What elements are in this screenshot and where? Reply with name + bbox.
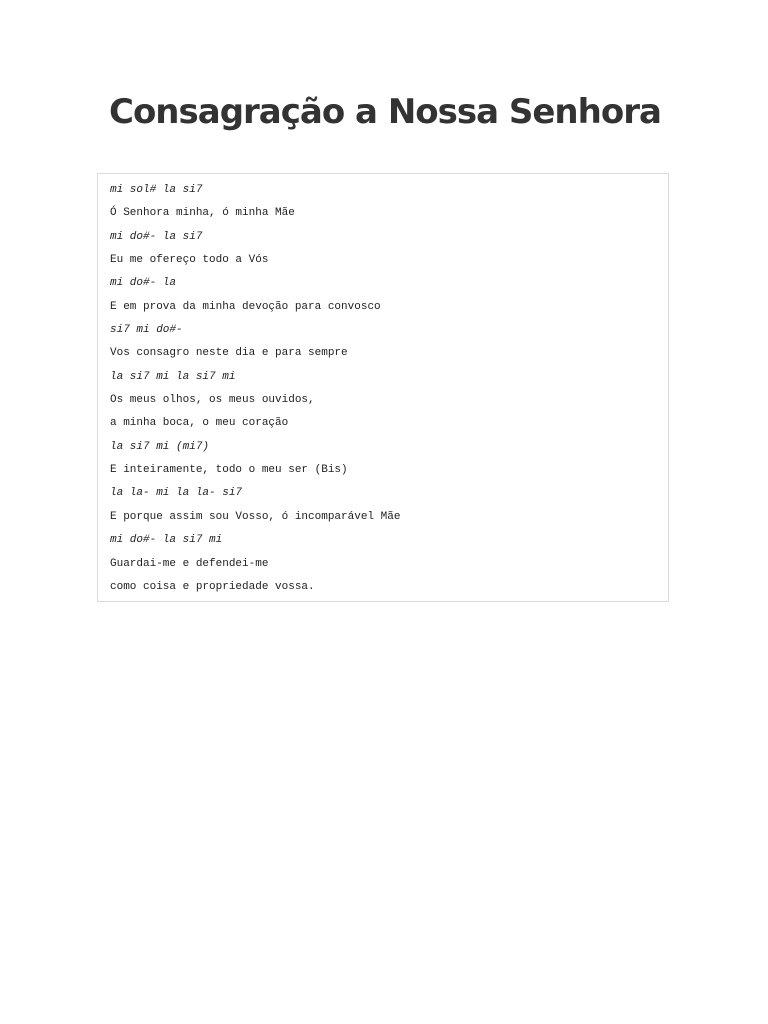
song-text-box — [97, 173, 669, 602]
lyric-line: Vos consagro neste dia e para sempre — [110, 347, 348, 360]
lyric-line: Guardai-me e defendei-me — [110, 557, 269, 570]
chord-line: la la- mi la la- si7 — [110, 487, 243, 500]
chord-line: mi do#- la si7 — [110, 230, 203, 243]
chord-line: si7 mi do#- — [110, 324, 183, 337]
chord-line: mi do#- la — [110, 277, 177, 290]
lyric-line: Ó Senhora minha, ó minha Mãe — [110, 207, 295, 220]
lyric-line: E porque assim sou Vosso, ó incomparável Mãe — [110, 510, 401, 523]
chord-line: la si7 mi la si7 mi — [110, 370, 236, 383]
page-title: Consagração a Nossa Senhora — [109, 92, 661, 132]
chord-line: mi do#- la si7 mi — [110, 534, 223, 547]
lyric-line: Os meus olhos, os meus ouvidos, — [110, 394, 315, 407]
lyric-line: E em prova da minha devoção para convosco — [110, 300, 381, 313]
chord-line: la si7 mi (mi7) — [110, 440, 210, 453]
lyric-line: como coisa e propriedade vossa. — [110, 580, 315, 593]
lyric-line: E inteiramente, todo o meu ser (Bis) — [110, 464, 348, 477]
chord-line: mi sol# la si7 — [110, 184, 203, 196]
lyric-line: a minha boca, o meu coração — [110, 417, 289, 430]
lyric-line: Eu me ofereço todo a Vós — [110, 254, 269, 267]
